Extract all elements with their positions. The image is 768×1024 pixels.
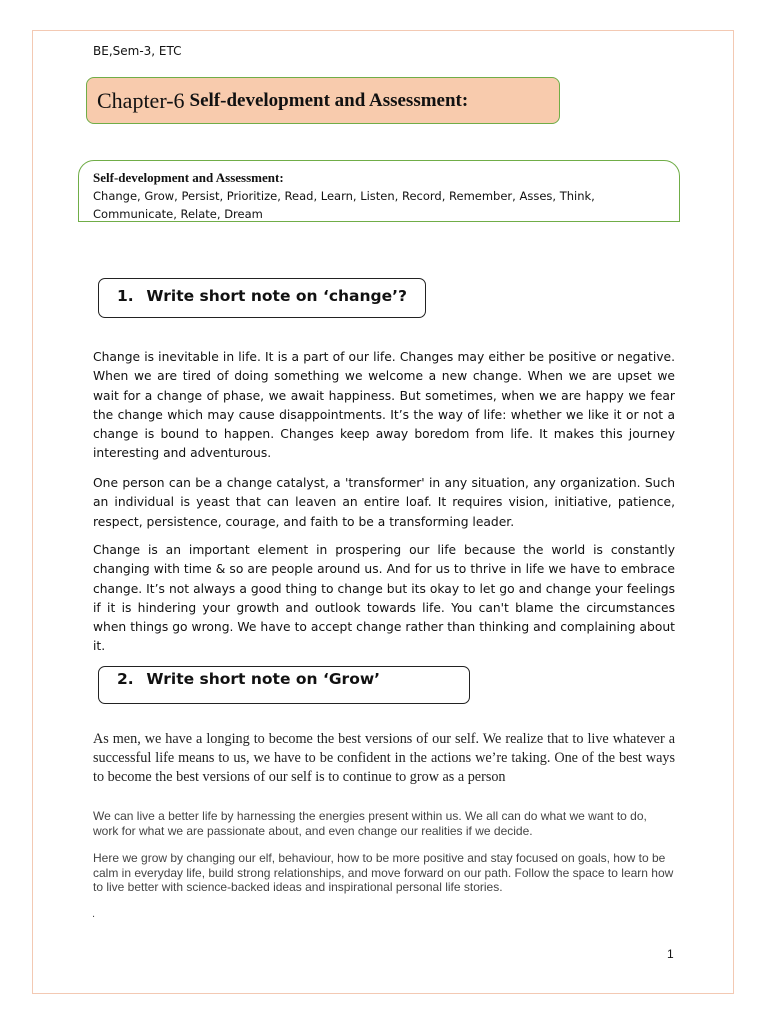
keywords-title: Self-development and Assessment: (93, 170, 284, 185)
change-paragraph-1: Change is inevitable in life. It is a part of our life. Changes may either be positive or negative. When we are tired of doing something we welcome a new change. When we are upset we wait for a change of phase, we await happiness. But sometimes, when we are happy we fear the change which may cause disappointments. It’s the way of life: whether we like it or not a change is bound to happen. Changes keep away boredom from life. It makes this journey interesting and adventurous. (93, 350, 675, 461)
grow-paragraph-1: As men, we have a longing to become the best versions of our self. We realize that to live whatever a successful life means to us, we have to be confident in the actions we’re taking. One of the best ways to become the best versions of our self is to continue to grow as a person (93, 731, 675, 785)
question-1-box (98, 278, 426, 318)
keywords-list: Change, Grow, Persist, Prioritize, Read, Learn, Listen, Record, Remember, Asses, Think, Communicate, Relate, Dream (93, 189, 595, 221)
change-paragraph-3: Change is an important element in prospering our life because the world is constantly changing with time & so are people around us. And for us to thrive in life we have to embrace change. It’s not always a good thing to change but its okay to let go and change your feelings if it is hindering your growth and outlook towards life. You can't blame the circumstances when things go wrong. We have to accept change rather than thinking and complaining about it. (93, 543, 675, 654)
page-number: 1 (667, 947, 674, 961)
question-1-number: 1. (117, 287, 134, 305)
chapter-title-box (86, 77, 560, 124)
grow-paragraph-2: We can live a better life by harnessing the energies present within us. We all can do what we want to do, work for what we are passionate about, and even change our realities if we decide. (93, 809, 647, 838)
question-2-text: Write short note on ‘Grow’ (146, 670, 381, 688)
chapter-number: Chapter-6 (97, 87, 185, 113)
question-2-box (98, 666, 470, 704)
chapter-title: Self-development and Assessment: (189, 89, 469, 111)
question-2-number: 2. (117, 670, 134, 688)
stray-mark: . (92, 908, 96, 920)
course-header: BE,Sem-3, ETC (93, 44, 182, 58)
grow-paragraph-3: Here we grow by changing our elf, behaviour, how to be more positive and stay focused on goals, how to be calm in everyday life, build strong relationships, and move forward on our path. Follow the space to learn how to live better with science-backed ideas and inspirational personal life stories. (93, 851, 674, 894)
change-paragraph-2: One person can be a change catalyst, a 'transformer' in any situation, any organization. Such an individual is yeast that can leaven an entire loaf. It requires vision, initiative, patience, respect, persistence, courage, and faith to be a transforming leader. (93, 476, 675, 529)
keywords-box (78, 160, 680, 222)
question-1-text: Write short note on ‘change’? (146, 287, 408, 305)
